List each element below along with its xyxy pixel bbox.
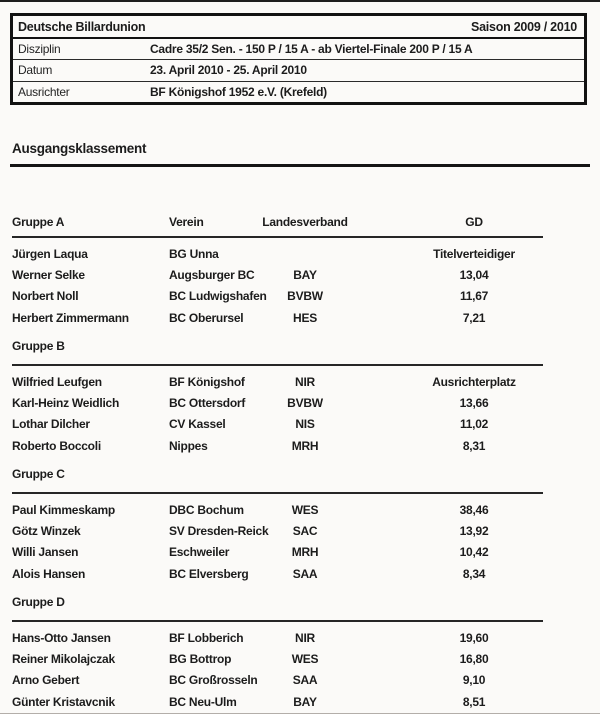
info-row-ausrichter [13,81,584,102]
group-rows [12,366,543,457]
group-rows [12,494,543,585]
gd-value: 13,04 [459,268,489,283]
disziplin-label: Disziplin [18,42,61,57]
federation-code: NIR [295,374,315,389]
gd-value: Titelverteidiger [433,246,515,261]
table-row [12,670,543,691]
classification-table [12,211,543,712]
club-name: BC Neu-Ulm [169,694,237,709]
column-header-gd: GD [465,215,483,229]
table-row [12,563,543,584]
table-row [12,435,543,456]
club-name: BG Bottrop [169,651,232,666]
federation-code: HES [293,310,317,325]
federation-code: SAA [292,566,318,581]
datum-value: 23. April 2010 - 25. April 2010 [150,63,307,78]
player-name: Reiner Mikolajczak [12,651,115,666]
table-row [12,392,543,413]
gd-value: 10,42 [459,545,489,560]
table-row [12,648,543,669]
column-header-gruppe-a: Gruppe A [12,215,65,229]
player-name: Werner Selke [12,268,85,283]
federation-title: Deutsche Billardunion [18,19,146,34]
group-label: Gruppe B [12,339,65,354]
club-name: Augsburger BC [169,268,255,283]
table-row [12,264,543,285]
gd-value: 38,46 [459,502,489,517]
gd-value: 19,60 [459,630,489,645]
gd-value: 11,02 [459,417,489,432]
table-row [12,520,543,541]
player-name: Wilfried Leufgen [12,374,102,389]
table-row [12,627,543,648]
section-title-rule [10,164,590,167]
gd-value: 8,31 [462,438,486,453]
player-name: Götz Winzek [12,523,81,538]
federation-code: NIS [295,417,315,432]
gd-value: Ausrichterplatz [432,374,516,389]
info-row-disziplin [13,39,584,59]
info-row-datum [13,59,584,80]
gd-value: 16,80 [459,651,489,666]
table-row [12,542,543,563]
info-title-row [13,16,584,39]
player-name: Arno Gebert [12,673,80,688]
player-name: Norbert Noll [12,289,79,304]
table-row [12,243,543,264]
player-name: Paul Kimmeskamp [12,502,115,517]
group-rows [12,622,543,713]
club-name: BC Ludwigshafen [169,289,267,304]
player-name: Lothar Dilcher [12,417,90,432]
gd-value: 13,92 [459,523,489,538]
club-name: BC Ottersdorf [169,396,246,411]
club-name: BC Elversberg [169,566,249,581]
group-label: Gruppe D [12,595,65,610]
player-name: Günter Kristavcnik [12,694,115,709]
federation-code: WES [291,502,319,517]
player-name: Roberto Boccoli [12,438,101,453]
gd-value: 7,21 [462,310,486,325]
ausrichter-label: Ausrichter [18,84,70,99]
season-label: Saison 2009 / 2010 [471,19,577,34]
federation-code: BVBW [287,396,323,411]
gd-value: 11,67 [459,289,489,304]
club-name: CV Kassel [169,417,226,432]
club-name: DBC Bochum [169,502,244,517]
section-title: Ausgangsklassement [12,141,147,156]
gd-value: 8,51 [462,694,486,709]
club-name: BF Königshof [169,374,245,389]
club-name: BC Oberursel [169,310,244,325]
federation-code: NIR [295,630,315,645]
player-name: Willi Jansen [12,545,79,560]
table-row [12,414,543,435]
federation-code: SAA [292,673,318,688]
player-name: Herbert Zimmermann [12,310,129,325]
group-label: Gruppe C [12,467,65,482]
table-header-row [12,211,543,233]
player-name: Hans-Otto Jansen [12,630,111,645]
column-header-landesverband: Landesverband [262,215,348,229]
gd-value: 9,10 [462,673,486,688]
federation-code: MRH [291,438,319,453]
player-name: Karl-Heinz Weidlich [12,396,120,411]
column-header-verein: Verein [169,215,204,229]
federation-code: WES [291,651,319,666]
table-row [12,499,543,520]
group-rows [12,238,543,329]
player-name: Jürgen Laqua [12,246,88,261]
gd-value: 13,66 [459,396,489,411]
ausrichter-value: BF Königshof 1952 e.V. (Krefeld) [150,84,327,99]
table-row [12,307,543,328]
table-row [12,691,543,712]
club-name: Nippes [169,438,208,453]
club-name: BG Unna [169,246,219,261]
club-name: SV Dresden-Reick [169,523,269,538]
gd-value: 8,34 [462,566,486,581]
federation-code: BAY [293,694,317,709]
table-groups [12,236,543,712]
player-name: Alois Hansen [12,566,86,581]
datum-label: Datum [18,63,53,78]
table-row [12,371,543,392]
federation-code: MRH [291,545,319,560]
federation-code: BAY [293,268,317,283]
scan-top-edge-line [0,0,600,2]
tournament-info-box [10,13,587,105]
federation-code: SAC [292,523,318,538]
federation-code: BVBW [287,289,323,304]
club-name: Eschweiler [169,545,230,560]
table-row [12,286,543,307]
club-name: BF Lobberich [169,630,244,645]
disziplin-value: Cadre 35/2 Sen. - 150 P / 15 A - ab Viertel-Finale 200 P / 15 A [150,42,473,57]
club-name: BC Großrosseln [169,673,258,688]
